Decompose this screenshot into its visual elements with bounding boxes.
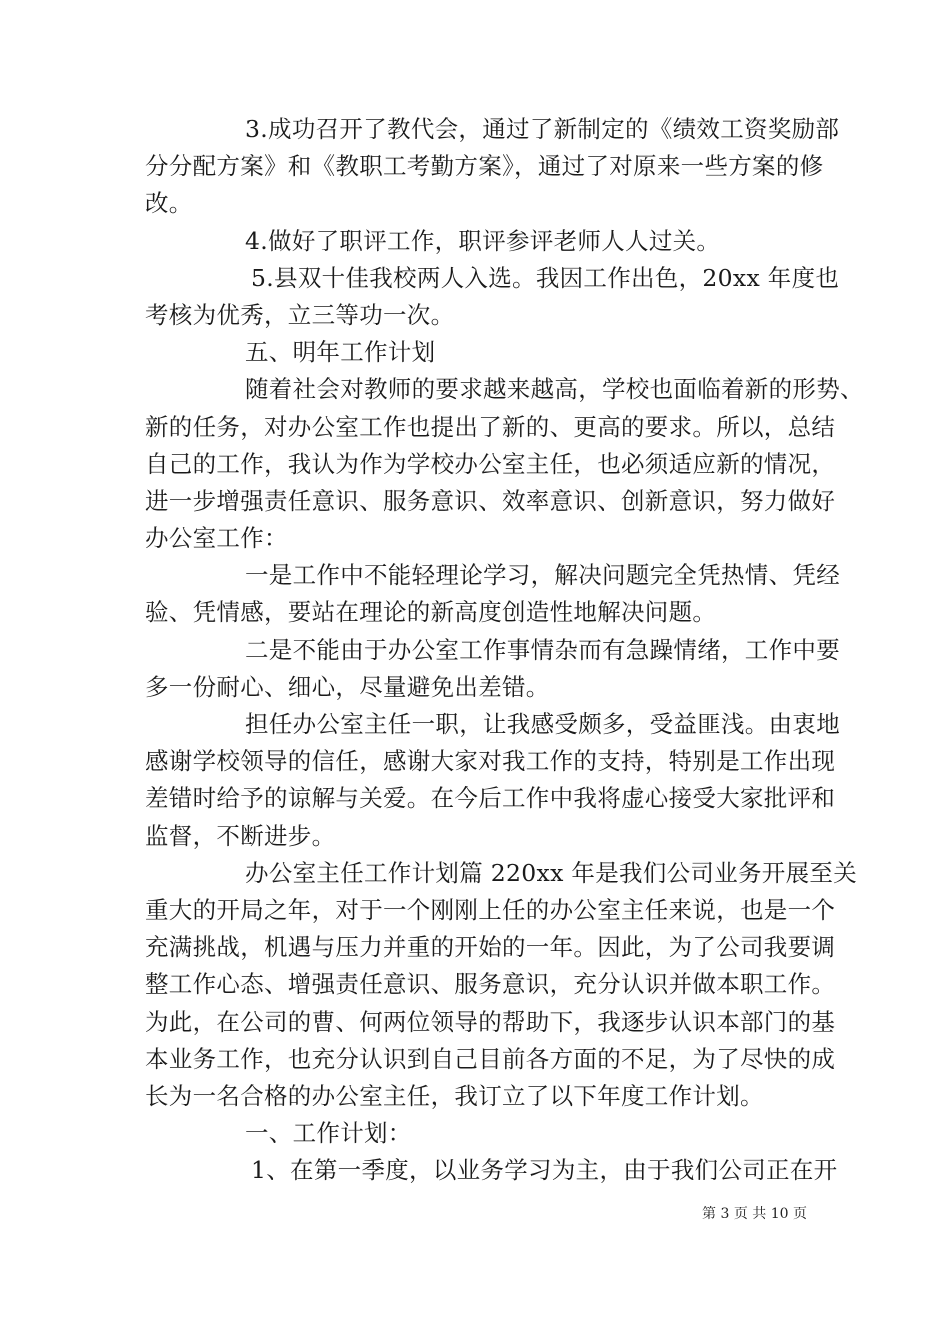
text-line: 充满挑战，机遇与压力并重的开始的一年。因此，为了公司我要调 xyxy=(145,933,836,962)
text-line: 新的任务，对办公室工作也提出了新的、更高的要求。所以，总结 xyxy=(145,412,836,441)
text-line: 一是工作中不能轻理论学习，解决问题完全凭热情、凭经 xyxy=(245,561,840,590)
text-line: 一、工作计划： xyxy=(245,1119,412,1148)
text-line: 5.县双十佳我校两人入选。我因工作出色，20xx 年度也 xyxy=(251,263,840,292)
text-line: 多一份耐心、细心，尽量避免出差错。 xyxy=(145,672,550,701)
text-line: 1、在第一季度，以业务学习为主，由于我们公司正在开 xyxy=(251,1156,838,1185)
text-line: 验、凭情感，要站在理论的新高度创造性地解决问题。 xyxy=(145,598,717,627)
text-line: 长为一名合格的办公室主任，我订立了以下年度工作计划。 xyxy=(145,1081,764,1110)
text-line: 办公室工作： xyxy=(145,524,288,553)
text-line: 3.成功召开了教代会，通过了新制定的《绩效工资奖励部 xyxy=(245,115,840,143)
text-line: 二是不能由于办公室工作事情杂而有急躁情绪，工作中要 xyxy=(245,635,840,664)
text-line: 本业务工作，也充分认识到自己目前各方面的不足，为了尽快的成 xyxy=(145,1044,836,1073)
text-line: 为此，在公司的曹、何两位领导的帮助下，我逐步认识本部门的基 xyxy=(145,1007,836,1036)
text-line: 考核为优秀，立三等功一次。 xyxy=(145,300,455,329)
text-line: 担任办公室主任一职，让我感受颇多，受益匪浅。由衷地 xyxy=(245,710,840,738)
text-line: 改。 xyxy=(145,189,193,218)
text-line: 整工作心态、增强责任意识、服务意识，充分认识并做本职工作。 xyxy=(145,970,836,999)
text-line: 监督，不断进步。 xyxy=(145,821,336,850)
document-body xyxy=(145,111,864,1189)
text-line: 感谢学校领导的信任，感谢大家对我工作的支持，特别是工作出现 xyxy=(145,747,836,776)
text-line: 差错时给予的谅解与关爱。在今后工作中我将虚心接受大家批评和 xyxy=(145,784,836,813)
text-line: 五、明年工作计划 xyxy=(245,338,436,367)
text-line: 4.做好了职评工作，职评参评老师人人过关。 xyxy=(245,226,721,255)
text-line: 进一步增强责任意识、服务意识、效率意识、创新意识，努力做好 xyxy=(145,486,836,515)
text-line: 分分配方案》和《教职工考勤方案》，通过了对原来一些方案的修 xyxy=(145,152,824,181)
text-line: 重大的开局之年，对于一个刚刚上任的办公室主任来说，也是一个 xyxy=(145,895,836,924)
text-line: 办公室主任工作计划篇 220xx 年是我们公司业务开展至关 xyxy=(245,858,857,887)
text-line: 自己的工作，我认为作为学校办公室主任，也必须适应新的情况， xyxy=(145,449,836,478)
text-line: 随着社会对教师的要求越来越高，学校也面临着新的形势、 xyxy=(245,375,864,404)
page-number: 第 3 页 共 10 页 xyxy=(702,1206,807,1222)
